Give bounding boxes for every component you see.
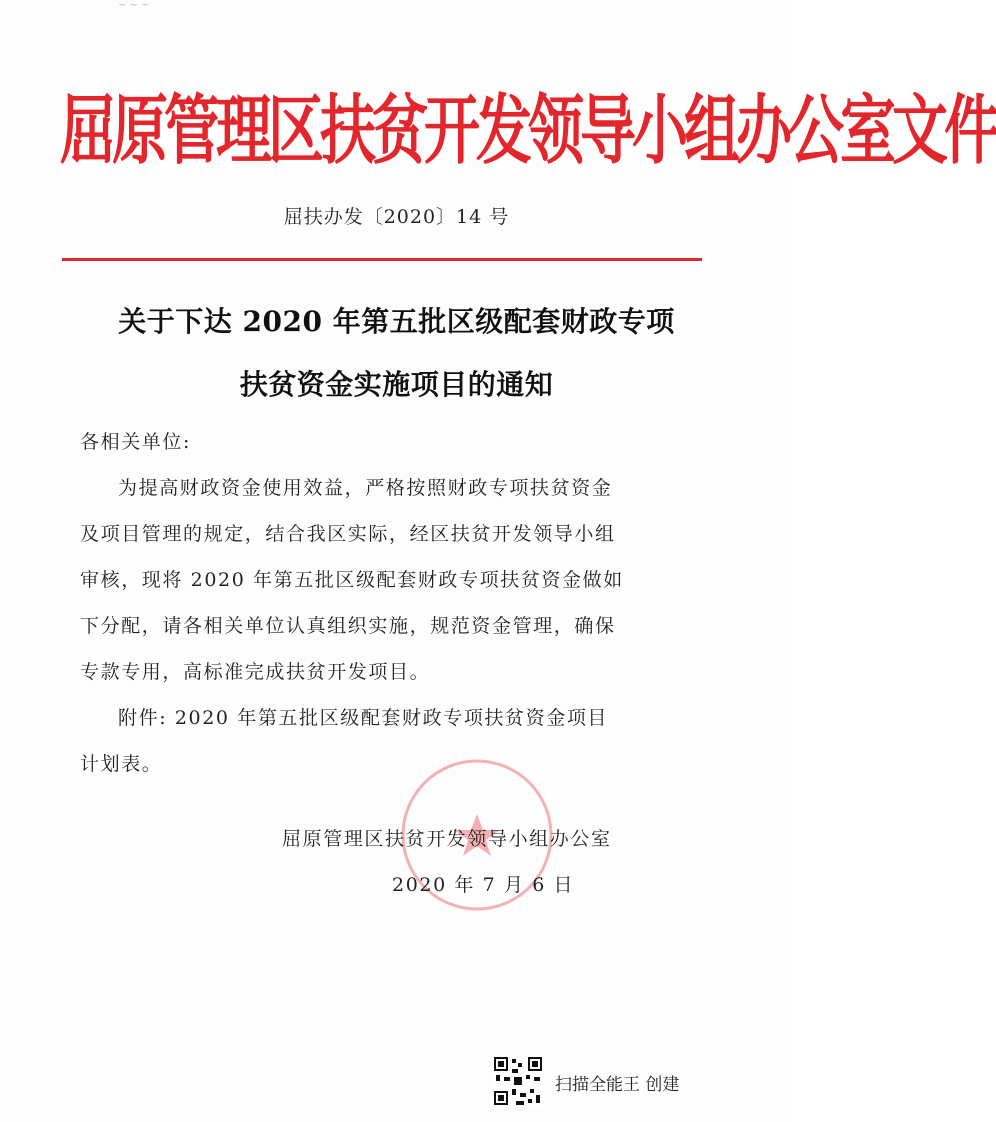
document-number: 屈扶办发〔2020〕14 号 <box>283 206 510 228</box>
salutation: 各相关单位: <box>80 431 192 453</box>
header-red-rule <box>62 258 702 261</box>
handwritten-mark: ~ ~ ~ <box>118 0 150 11</box>
signature-date: 2020 年 7 月 6 日 <box>392 874 575 896</box>
body-paragraph-line: 下分配，请各相关单位认真组织实施，规范资金管理，确保 <box>80 615 616 637</box>
document-title-line-1: 关于下达 2020 年第五批区级配套财政专项 <box>118 305 675 338</box>
body-paragraph-line: 专款专用，高标准完成扶贫开发项目。 <box>80 661 431 683</box>
document-title-line-2: 扶贫资金实施项目的通知 <box>239 368 554 401</box>
qr-code-icon <box>492 1055 544 1107</box>
body-paragraph-line: 及项目管理的规定，结合我区实际，经区扶贫开发领导小组 <box>80 523 616 545</box>
scanner-watermark: 扫描全能王 创建 <box>555 1075 680 1095</box>
issuer-header-title: 屈原管理区扶贫开发领导小组办公室文件 <box>60 86 996 176</box>
body-paragraph-line: 为提高财政资金使用效益，严格按照财政专项扶贫资金 <box>118 477 613 499</box>
attachment-line: 附件: 2020 年第五批区级配套财政专项扶贫资金项目 <box>118 707 609 729</box>
attachment-line: 计划表。 <box>80 753 163 775</box>
signature-office: 屈原管理区扶贫开发领导小组办公室 <box>282 828 612 850</box>
body-paragraph-line: 审核，现将 2020 年第五批区级配套财政专项扶贫资金做如 <box>80 569 624 591</box>
